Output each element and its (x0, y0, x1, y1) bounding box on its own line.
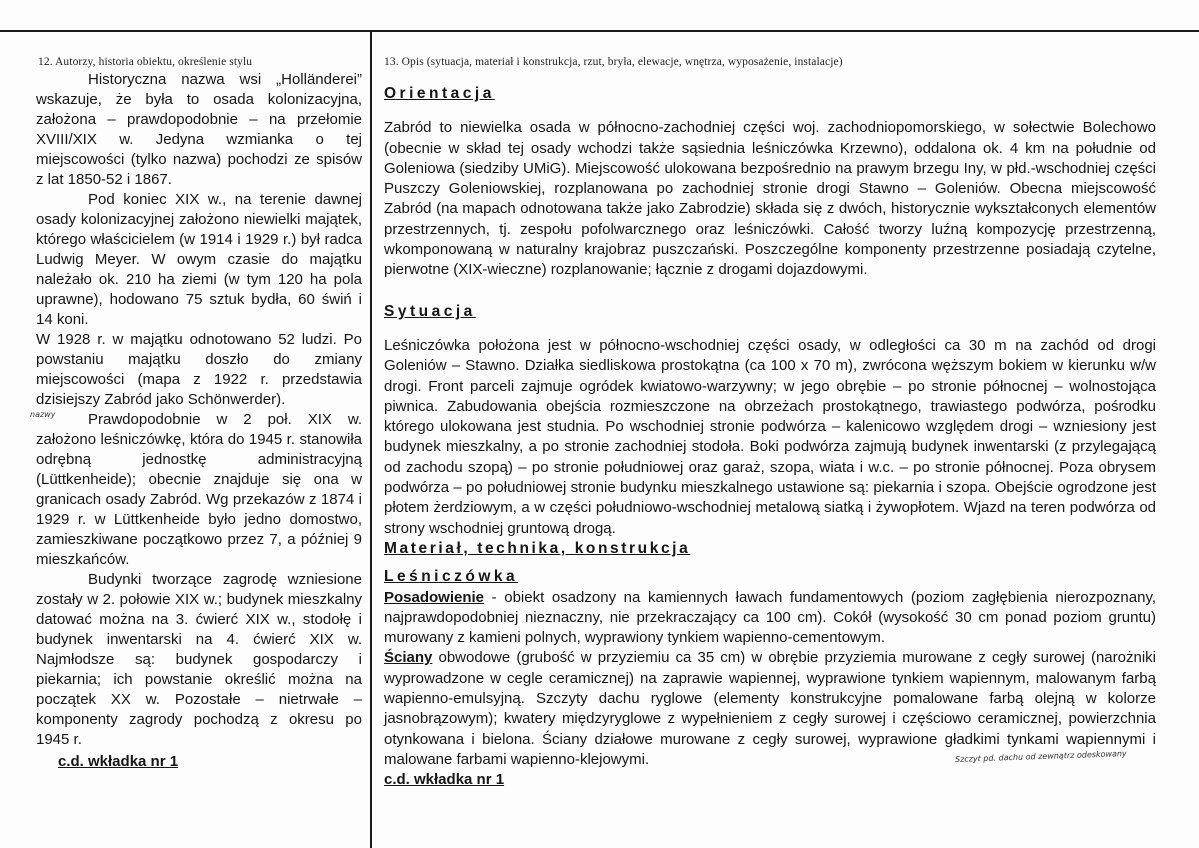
sciany-label: Ściany (384, 649, 433, 667)
posadowienie-text: - obiekt osadzony na kamiennych ławach fundamentowych (poziom zagłębienia nierozpoznany, najprawdopodobniej nieznaczny, nie przekraczający ca 100 cm). Cokół (wysokość 30 cm ponad poziom gruntu) murowany z kamieni polnych, wyprawiony tynkiem wapienno-cementowym. (384, 588, 1156, 647)
posadowienie-paragraph (384, 588, 1156, 649)
orientacja-text: Zabród to niewielka osada w północno-zachodniej części woj. zachodniopomorskiego, w sołectwie Bolechowo (obecnie w skład tej osady wchodzi także sąsiednia leśniczówka Krzewno), oddalona ok. 4 km na południe od Goleniowa (siedziby UMiG). Miejscowość ulokowana bezpośrednio na prawym brzegu Iny, w płd.-wschodniej części Puszczy Goleniowskiej, rozplanowana po zachodniej stronie drogi Stawno – Goleniów. Obecna miejscowość Zabród (na mapach odnotowana także jako Zabrodzie) składa się z dwóch, historycznie wykształconych elementów przestrzennych, tj. zespołu pofolwarcznego oraz leśniczówki. Całość tworzy luźną kompozycję przestrzenną, wkomponowaną w naturalny krajobraz puszczański. Poszczególne komponenty przestrzenne posiadają czytelne, pierwotne (XIX-wieczne) rozplanowanie; łącznie z drogami dojazdowymi. (384, 119, 1156, 279)
sciany-text: obwodowe (grubość w przyziemiu ca 35 cm) w obrębie przyziemia murowane z cegły surowej (narożniki wyprowadzone w cegle ceramicznej) na zaprawie wapiennej, wyprawione tynkiem wapiennym, malowanym farbą wapienno-emulsyjną. Szczyty dachu ryglowe (elementy konstrukcyjne pomalowane farbą olejną w kolorze jasnobrązowym); kwatery międzyryglowe z wypełnieniem z cegły surowej i częściowo ceramicznej, powierzchnia otynkowana i bielona. Ściany działowe murowane z cegły surowej, wyprawione gładkimi tynkami wapiennymi i malowane farbami wapienno-klejowymi. (384, 649, 1156, 768)
history-column (36, 70, 362, 772)
top-rule (0, 30, 1199, 32)
column-divider (370, 32, 372, 848)
history-paragraph-2: Pod koniec XIX w., na terenie dawnej osady kolonizacyjnej założono niewielki majątek, którego właścicielem (w 1914 i 1929 r.) był radca Ludwig Meyer. W owym czasie do majątku należało ok. 210 ha ziemi (w tym 120 ha pola uprawne), hodowano 75 sztuk bydła, 60 świń i 14 koni. (36, 191, 362, 328)
right-column-header: 13. Opis (sytuacja, materiał i konstrukcja, rzut, bryła, elewacje, wnętrza, wyposażenie, instalacje) (384, 56, 843, 68)
left-continuation-note: c.d. wkładka nr 1 (58, 753, 179, 770)
history-paragraph-4: Prawdopodobnie w 2 poł. XIX w. założono leśniczówkę, która do 1945 r. stanowiła odrębną jednostkę administracyjną (Lüttkenheide); obecnie znajduje się ona w granicach osady Zabród. Wg przekazów z 1874 i 1929 r. w Lüttkenheide było jedno domostwo, zamieszkiwane początkowo przez 7, a później 9 mieszkańców. (36, 411, 362, 568)
history-paragraph-5: Budynki tworzące zagrodę wzniesione zostały w 2. połowie XIX w.; budynek mieszkalny datować można na 3. ćwierć XIX w., stodołę i budynek inwentarski na 4. ćwierć XIX w. Najmłodsze są: budynek gospodarczy i piekarnia; ich powstanie określić można na początek XX w. Pozostałe – nietrwałe – komponenty zagrody pochodzą z okresu po 1945 r. (36, 571, 362, 748)
history-paragraph-1: Historyczna nazwa wsi „Holländerei” wskazuje, że była to osada kolonizacyjna, założona – prawdopodobnie – na przełomie XVIII/XIX w. Jedyna wzmianka o tej miejscowości (tylko nazwa) pochodzi ze spisów z lat 1850-52 i 1867. (36, 71, 362, 188)
handwritten-note-right: Szczyt pd. dachu od zewnątrz odeskowany (954, 749, 1127, 764)
description-column (384, 84, 1156, 791)
right-continuation-note: c.d. wkładka nr 1 (384, 771, 505, 789)
section-title-lesniczowka: Leśniczówka (384, 568, 519, 586)
section-title-material: Materiał, technika, konstrukcja (384, 539, 691, 557)
handwritten-note-left: nazwy (30, 410, 56, 419)
history-paragraph-3: W 1928 r. w majątku odnotowano 52 ludzi. Po powstaniu majątku doszło do zmiany miejscowości (mapa z 1922 r. przedstawia dzisiejszy Zabród jako Schönwerder). (36, 331, 362, 408)
section-title-orientacja: Orientacja (384, 85, 495, 102)
section-title-sytuacja: Sytuacja (384, 302, 476, 320)
left-column-header: 12. Autorzy, historia obiektu, określenie stylu (38, 56, 253, 68)
sytuacja-text: Leśniczówka położona jest w północno-wschodniej części osady, w odległości ca 30 m na zachód od drogi Goleniów – Stawno. Działka siedliskowa prostokątna (ca 100 x 70 m), zwrócona węższym bokiem w kierunku w/w drogi. Front parceli zajmuje ogródek kwiatowo-warzywny; w jego obrębie – po stronie północnej – wolnostojąca piwnica. Zabudowania obejścia rozmieszczone na obrzeżach prostokątnego, trawiastego podwórza, pośrodku którego ulokowana jest studnia. Po wschodniej stronie podwórza – kalenicowo względem drogi – wzniesiony jest budynek mieszkalny, a po stronie zachodniej stodoła. Boki podwórza zajmują budynek inwentarski (z przylegającą od zachodu szopą) – po stronie południowej oraz garaż, szopa, wiata i w.c. – po stronie północnej. Poza obrysem podwórza – po południowej stronie budynku mieszkalnego ustawione są: piekarnia i szopa. Obejście ogrodzone jest płotem żerdziowym, a w części południowo-wschodniej metalową siatką i żywopłotem. Wjazd na teren podwórza od strony wschodniej gruntową drogą. (384, 336, 1156, 537)
posadowienie-label: Posadowienie (384, 588, 485, 606)
